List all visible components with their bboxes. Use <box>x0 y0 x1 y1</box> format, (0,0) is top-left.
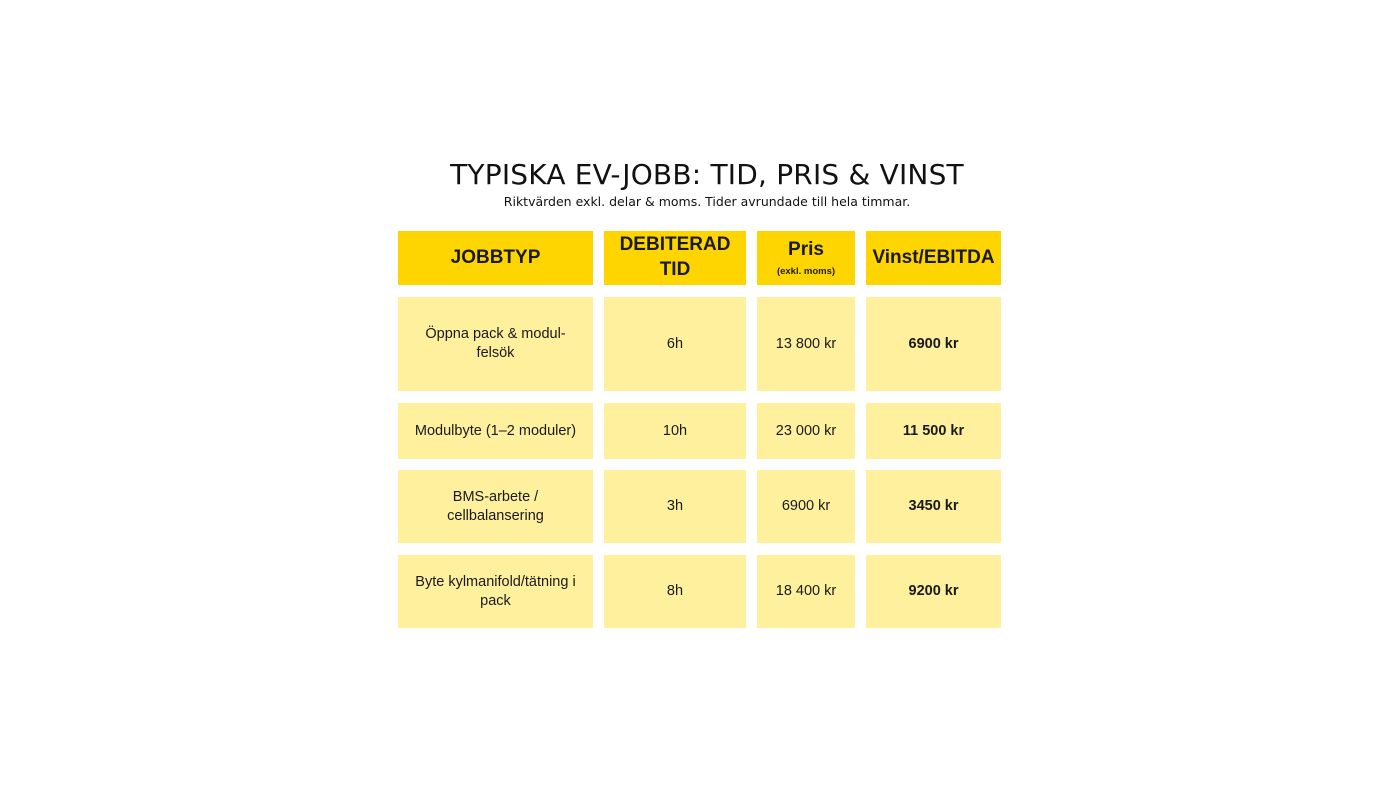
header-billed-time <box>604 231 746 285</box>
table-row-3-price: 6900 kr <box>757 470 855 543</box>
table-row-1-profit: 6900 kr <box>866 297 1001 391</box>
table-row-1-price: 13 800 kr <box>757 297 855 391</box>
table-row-4-profit: 9200 kr <box>866 555 1001 628</box>
table-row-3-profit: 3450 kr <box>866 470 1001 543</box>
table-row-3-time: 3h <box>604 470 746 543</box>
table-row-1-job: Öppna pack & modul-felsök <box>398 297 593 391</box>
header-job-type-label: JOBBTYP <box>450 246 541 268</box>
page-title: TYPISKA EV-JOBB: TID, PRIS & VINST <box>450 158 964 191</box>
table-row-4-time: 8h <box>604 555 746 628</box>
table-row-3-job: BMS-arbete / cellbalansering <box>398 470 593 543</box>
page-subtitle: Riktvärden exkl. delar & moms. Tider avrundade till hela timmar. <box>503 194 911 209</box>
table-row-2-job: Modulbyte (1–2 moduler) <box>398 403 593 459</box>
header-price-label: Pris <box>788 238 824 260</box>
header-profit-label: Vinst/EBITDA <box>872 246 995 268</box>
header-price-note: (exkl. moms) <box>776 265 836 277</box>
header-price <box>757 231 855 285</box>
header-profit <box>866 231 1001 285</box>
table-row-2-profit: 11 500 kr <box>866 403 1001 459</box>
table-row-2-price: 23 000 kr <box>757 403 855 459</box>
table-row-2-time: 10h <box>604 403 746 459</box>
table-row-4-job: Byte kylmanifold/tätning i pack <box>398 555 593 628</box>
header-job-type <box>398 231 593 285</box>
header-billed-time-label: DEBITERAD TID <box>619 234 731 280</box>
table-row-4-price: 18 400 kr <box>757 555 855 628</box>
table-row-1-time: 6h <box>604 297 746 391</box>
